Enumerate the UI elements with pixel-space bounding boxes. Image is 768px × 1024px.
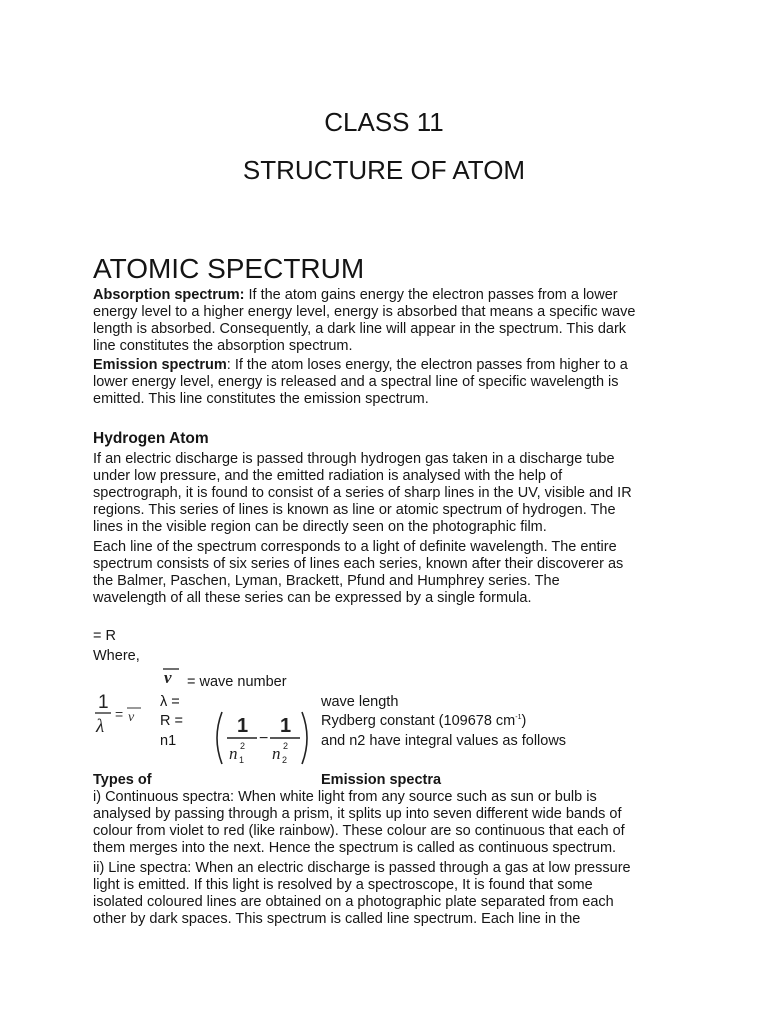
svg-text:1: 1 [239, 755, 245, 765]
where-label: Where, [93, 648, 140, 664]
absorption-paragraph: Absorption spectrum: If the atom gains energy the electron passes from a lower energy level to a higher energy level, energy is absorbed that means a specific wave length is absorbed. Consequently, a dark line will appear in the spectrum. This dark line constitutes the absorption spectrum. [93, 287, 636, 354]
svg-text:−: − [259, 730, 269, 747]
n2-text: and n2 have integral values as follows [321, 733, 567, 749]
emission-label: Emission spectrum [93, 357, 227, 373]
formula-equals-r: = R [93, 628, 116, 644]
svg-text:2: 2 [240, 741, 246, 751]
r-label: R = [160, 713, 183, 729]
hydrogen-paragraph-1: If an electric discharge is passed through hydrogen gas taken in a discharge tube under low pressure, and the emitted radiation is analysed with the help of spectrograph, it is found to consist of a series of sharp lines in the UV, visible and IR regions. This series of lines is known as line or atomic spectrum of hydrogen. The lines in the visible region can be directly seen on the photographic film. [93, 451, 632, 535]
continuous-spectra-paragraph: i) Continuous spectra: When white light from any source such as sun or bulb is analysed by passing through a prism, it splits up into seven different wide bands of colour from violet to red (like rainbow). These colour are so continuous that each of them merges into the next. Hence the spectrum is called as continuous spectrum. [93, 789, 625, 856]
svg-text:1: 1 [98, 692, 109, 713]
svg-text:ν: ν [164, 668, 172, 687]
types-of-label: Types of [93, 772, 152, 788]
n1-label: n1 [160, 733, 177, 749]
wave-number-text: = wave number [187, 674, 287, 690]
chapter-title: STRUCTURE OF ATOM [242, 155, 526, 185]
rydberg-text: Rydberg constant (109678 $cm^{-1}$) [321, 713, 527, 729]
svg-text:=: = [115, 706, 124, 722]
emission-paragraph: Emission spectrum: If the atom loses energy, the electron passes from higher to a lower energy level, energy is released and a spectral line of specific wavelength is emitted. This line constitutes the emission spectrum. [93, 357, 628, 407]
emission-spectra-label: Emission spectra [321, 772, 442, 788]
wave-length-text: wave length [321, 694, 399, 710]
nu-bar-symbol [160, 666, 184, 688]
svg-text:λ: λ [96, 716, 105, 737]
svg-text:n: n [229, 744, 238, 763]
lambda-formula-image [93, 690, 149, 736]
section-title: ATOMIC SPECTRUM [93, 253, 365, 284]
absorption-label: Absorption spectrum: [93, 287, 245, 303]
svg-text:1: 1 [280, 715, 292, 737]
line-spectra-paragraph: ii) Line spectra: When an electric discharge is passed through a gas at low pressure light is emitted. If this light is resolved by a spectroscope, It is found that some isolated coloured lines are obtained on a photographic plate separated from each other by dark spaces. This spectrum is called line spectrum. Each line in the [93, 860, 631, 927]
svg-text:ν: ν [128, 710, 135, 725]
svg-text:2: 2 [283, 741, 289, 751]
svg-text:2: 2 [282, 755, 288, 765]
hydrogen-heading: Hydrogen Atom [93, 430, 209, 447]
svg-text:n: n [272, 744, 281, 763]
lambda-label: λ = [160, 694, 180, 710]
hydrogen-paragraph-2: Each line of the spectrum corresponds to a light of definite wavelength. The entire spectrum consists of six series of lines each series, known after their discoverer as the Balmer, Paschen, Lyman, Brackett, Pfund and Humphrey series. The wavelength of all these series can be expressed by a single formula. [93, 539, 624, 606]
svg-text:1: 1 [237, 715, 249, 737]
class-title: CLASS 11 [324, 107, 444, 137]
rydberg-parenthesis-formula [212, 709, 312, 767]
